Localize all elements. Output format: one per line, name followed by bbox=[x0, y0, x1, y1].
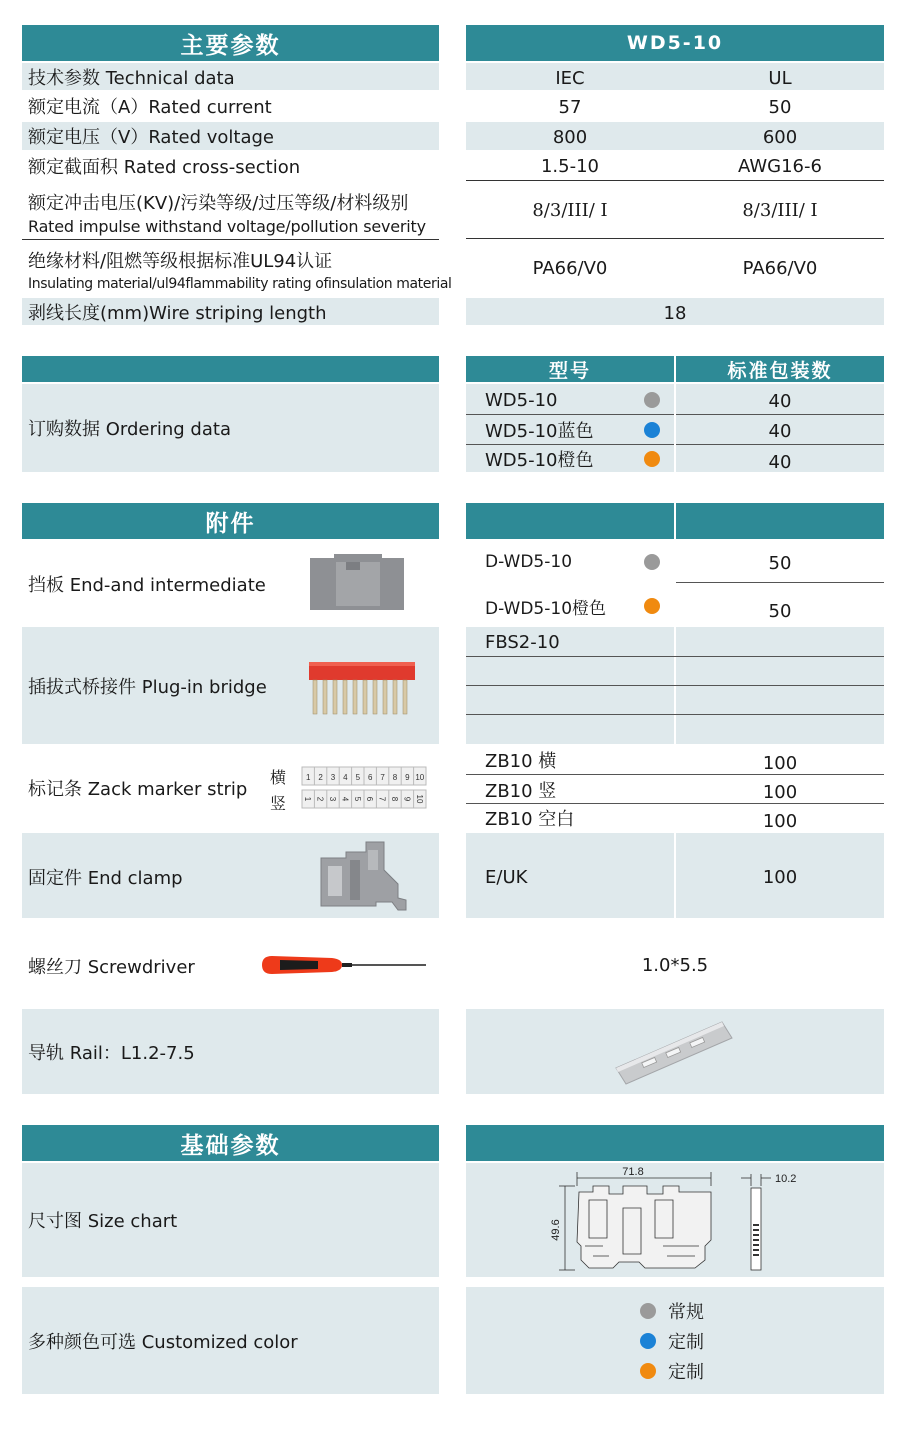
marker-number-vertical: 6 bbox=[365, 796, 375, 802]
marker-number: 6 bbox=[367, 773, 373, 782]
marker-number: 1 bbox=[305, 773, 311, 782]
order-qty: 40 bbox=[768, 420, 792, 442]
orange-color-dot bbox=[640, 1363, 656, 1379]
spec-label-insulation: 绝缘材料/阻燃等级根据标准UL94认证 Insulating material/ul94flammability rating ofinsulation material bbox=[28, 251, 452, 292]
marker-number: 4 bbox=[343, 773, 348, 782]
spec-ul-impulse: 8/3/III/ I bbox=[742, 199, 818, 221]
gray-color-dot bbox=[644, 392, 660, 408]
spec-label-strip-length: 剥线长度(mm)Wire striping length bbox=[28, 302, 327, 324]
marker-number: 10 bbox=[415, 773, 425, 782]
end-plate-qty: 50 bbox=[768, 600, 792, 622]
marker-number-vertical: 5 bbox=[352, 796, 362, 802]
orange-color-dot bbox=[644, 598, 660, 614]
size-width-label: 71.8 bbox=[622, 1166, 644, 1178]
spec-strip-length-value: 18 bbox=[663, 302, 687, 324]
rail-label: 导轨 Rail：L1.2-7.5 bbox=[28, 1043, 195, 1064]
order-model: WD5-10蓝色 bbox=[485, 421, 594, 442]
marker-number-vertical: 2 bbox=[315, 796, 325, 802]
color-option bbox=[640, 1327, 704, 1355]
marker-number-vertical: 3 bbox=[328, 796, 337, 802]
marker-strip-vertical-label: 竖 bbox=[270, 794, 287, 813]
order-model: WD5-10橙色 bbox=[485, 450, 594, 471]
din-rail-image bbox=[612, 1016, 736, 1090]
marker-number: 5 bbox=[355, 773, 361, 782]
spec-ul-technical: UL bbox=[768, 67, 792, 89]
order-row bbox=[485, 416, 674, 444]
package-column-header: 标准包装数 bbox=[676, 356, 884, 382]
spec-iec-cross-section: 1.5-10 bbox=[540, 155, 600, 177]
size-depth-label: 10.2 bbox=[775, 1173, 797, 1185]
size-chart-drawing bbox=[545, 1164, 810, 1276]
spec-label-impulse: 额定冲击电压(KV)/污染等级/过压等级/材料级别 Rated impulse withstand voltage/pollution severity bbox=[28, 193, 426, 236]
marker-number: 2 bbox=[318, 773, 323, 782]
size-chart-label: 尺寸图 Size chart bbox=[28, 1211, 178, 1232]
marker-qty: 100 bbox=[762, 752, 798, 774]
end-plate-item bbox=[485, 548, 674, 576]
spec-label-current: 额定电流（A）Rated current bbox=[28, 97, 272, 118]
end-plate-qty: 50 bbox=[768, 552, 792, 574]
marker-number-vertical: 9 bbox=[402, 796, 412, 802]
end-plate-image bbox=[306, 552, 406, 612]
marker-number-vertical: 10 bbox=[414, 794, 424, 804]
color-option-name: 定制 bbox=[668, 1362, 704, 1383]
marker-item: ZB10 竖 bbox=[485, 781, 557, 802]
marker-item: ZB10 横 bbox=[485, 751, 557, 772]
spec-ul-voltage: 600 bbox=[762, 126, 798, 148]
end-plate-item bbox=[485, 592, 674, 620]
ordering-data-label: 订购数据 Ordering data bbox=[28, 419, 231, 440]
marker-number: 3 bbox=[330, 773, 336, 782]
marker-number-vertical: 1 bbox=[303, 796, 313, 802]
size-height-label: 49.6 bbox=[550, 1219, 562, 1241]
marker-number-vertical: 7 bbox=[377, 796, 387, 802]
plug-in-bridge-model: FBS2-10 bbox=[485, 631, 560, 653]
marker-number: 9 bbox=[405, 773, 410, 782]
order-row bbox=[485, 386, 674, 414]
spec-ul-current: 50 bbox=[768, 96, 792, 118]
color-option-name: 定制 bbox=[668, 1332, 704, 1353]
marker-item: ZB10 空白 bbox=[485, 809, 575, 830]
end-plate-label: 挡板 End-and intermediate bbox=[28, 575, 266, 596]
model-header: WD5-10 bbox=[466, 25, 884, 61]
gray-color-dot bbox=[644, 554, 660, 570]
marker-strip-image bbox=[301, 766, 427, 810]
spec-iec-current: 57 bbox=[558, 96, 582, 118]
end-plate-model: D-WD5-10 bbox=[485, 552, 573, 572]
marker-qty: 100 bbox=[762, 810, 798, 832]
spec-label-voltage: 额定电压（V）Rated voltage bbox=[28, 127, 274, 148]
spec-label-cross-section: 额定截面积 Rated cross-section bbox=[28, 157, 301, 178]
marker-strip-label: 标记条 Zack marker strip bbox=[28, 779, 248, 800]
basic-params-header: 基础参数 bbox=[22, 1125, 439, 1161]
order-qty: 40 bbox=[768, 390, 792, 412]
marker-number: 7 bbox=[380, 773, 385, 782]
blue-color-dot bbox=[644, 422, 660, 438]
end-clamp-label: 固定件 End clamp bbox=[28, 868, 183, 889]
marker-number-vertical: 4 bbox=[340, 796, 350, 802]
order-qty: 40 bbox=[768, 451, 792, 473]
color-option bbox=[640, 1297, 704, 1325]
custom-color-label: 多种颜色可选 Customized color bbox=[28, 1332, 298, 1353]
end-clamp-qty: 100 bbox=[762, 866, 798, 888]
model-column-header: 型号 bbox=[466, 356, 674, 382]
accessories-header: 附件 bbox=[22, 503, 439, 539]
order-model: WD5-10 bbox=[485, 389, 558, 411]
marker-number: 8 bbox=[392, 773, 398, 782]
color-option bbox=[640, 1357, 704, 1385]
plug-in-bridge-image bbox=[306, 658, 418, 718]
plug-in-bridge-label: 插拔式桥接件 Plug-in bridge bbox=[28, 677, 267, 698]
spec-ul-cross-section: AWG16-6 bbox=[738, 155, 822, 177]
spec-iec-technical: IEC bbox=[555, 67, 585, 89]
gray-color-dot bbox=[640, 1303, 656, 1319]
orange-color-dot bbox=[644, 451, 660, 467]
spec-iec-insulation: PA66/V0 bbox=[532, 257, 608, 279]
marker-qty: 100 bbox=[762, 781, 798, 803]
color-option-name: 常规 bbox=[668, 1302, 704, 1323]
end-plate-model: D-WD5-10橙色 bbox=[485, 598, 607, 619]
blue-color-dot bbox=[640, 1333, 656, 1349]
marker-number-vertical: 8 bbox=[390, 796, 399, 802]
screwdriver-label: 螺丝刀 Screwdriver bbox=[28, 957, 195, 978]
main-params-header: 主要参数 bbox=[22, 25, 439, 61]
spec-ul-insulation: PA66/V0 bbox=[742, 257, 818, 279]
spec-label-technical: 技术参数 Technical data bbox=[28, 67, 235, 89]
screwdriver-size: 1.0*5.5 bbox=[641, 954, 709, 976]
end-clamp-image bbox=[318, 840, 413, 912]
end-clamp-model: E/UK bbox=[485, 866, 528, 888]
marker-strip-horizontal-label: 横 bbox=[270, 768, 287, 787]
order-row bbox=[485, 445, 674, 473]
spec-iec-voltage: 800 bbox=[552, 126, 588, 148]
screwdriver-image bbox=[258, 950, 430, 980]
spec-iec-impulse: 8/3/III/ I bbox=[532, 199, 608, 221]
